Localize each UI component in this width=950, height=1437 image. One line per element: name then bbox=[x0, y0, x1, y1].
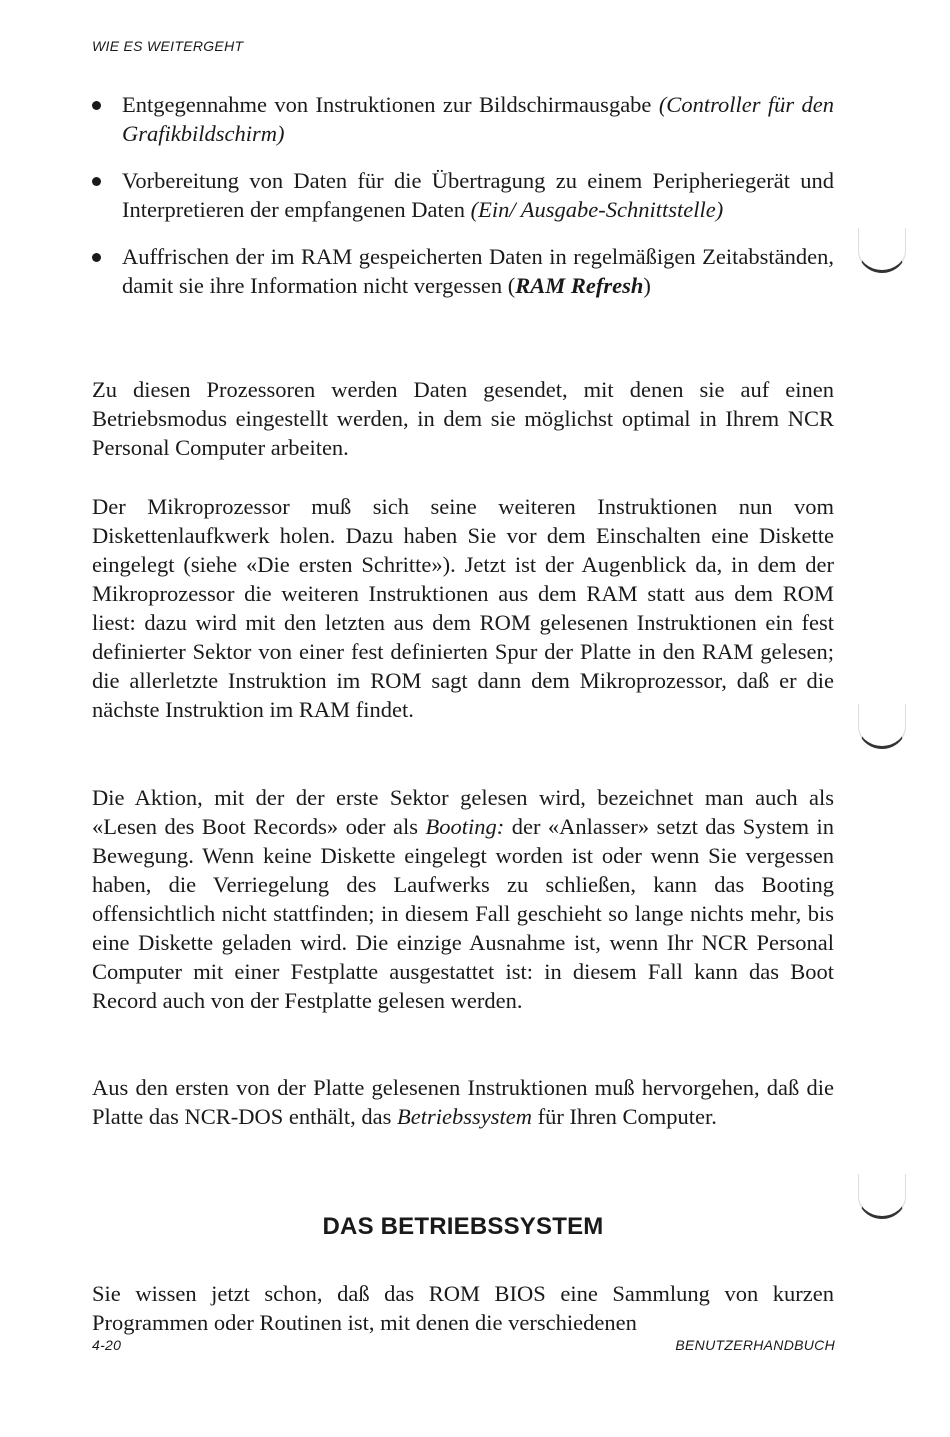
page-number: 4-20 bbox=[92, 1337, 122, 1353]
paragraph-microprocessor: Der Mikroprozessor muß sich seine weiteren Instruktionen nun vom Diskettenlaufkwerk holen. Dazu haben Sie vor dem Einschalten eine Diskette eingelegt (siehe «Die ersten Schritte»). Jetzt ist der Augenblick da, in dem der Mikroprozessor die weiteren Instruktionen aus dem RAM statt aus dem ROM liest: dazu wird mit den letzten aus dem ROM gelesenen Instruktionen ein fest definierter Sektor von einer fest definierten Spur der Platte in den RAM gelesen; die allerletzte Instruktion im ROM sagt dann dem Mikroprozessor, daß er die nächste Instruktion im RAM findet. bbox=[92, 494, 834, 722]
bullet-emphasis: (Controller für den Grafikbildschirm) bbox=[122, 92, 834, 146]
bullet-emphasis: RAM Refresh bbox=[515, 273, 644, 298]
running-head: WIE ES WEITERGEHT bbox=[92, 38, 244, 54]
bullet-text: Vorbereitung von Daten für die Übertragung zu einem Peripheriegerät und Interpretieren der empfangenen Daten bbox=[122, 168, 834, 222]
bullet-tail: ) bbox=[643, 273, 651, 298]
list-item bbox=[92, 166, 834, 224]
paragraph-text: der «Anlasser» setzt das System in Bewegung. Wenn keine Diskette eingelegt worden ist oder wenn Sie vergessen haben, die Verriegelung des Laufwerks zu schließen, kann das Booting offensichtlich nicht stattfinden; in diesem Fall geschieht so lange nichts mehr, bis eine Diskette geladen wird. Die einzige Ausnahme ist, wenn Ihr NCR Personal Computer mit einer Festplatte ausgestattet ist: in diesem Fall kann das Boot Record auch von der Festplatte gelesen werden. bbox=[92, 814, 834, 1013]
bullet-text: Entgegennahme von Instruktionen zur Bildschirmausgabe bbox=[122, 92, 659, 117]
paragraph-text: für Ihren Computer. bbox=[531, 1104, 717, 1129]
paragraph-rom-bios: Sie wissen jetzt schon, daß das ROM BIOS eine Sammlung von kurzen Programmen oder Routinen ist, mit denen die verschiedenen bbox=[92, 1281, 834, 1335]
paragraph-emphasis: Betriebssystem bbox=[396, 1104, 532, 1129]
bullet-icon bbox=[92, 253, 101, 262]
binder-hole-icon bbox=[858, 704, 906, 749]
paragraph-text: Aus den ersten von der Platte gelesenen Instruktionen muß hervorgehen, daß die Platte das NCR-DOS enthält, das bbox=[92, 1075, 834, 1129]
paragraph-booting bbox=[92, 783, 834, 1015]
paragraph-text: Die Aktion, mit der der erste Sektor gelesen wird, bezeichnet man auch als «Lesen des Boot Records» oder als bbox=[92, 785, 834, 839]
paragraph-processors: Zu diesen Prozessoren werden Daten gesendet, mit denen sie auf einen Betriebsmodus eingestellt werden, in dem sie möglichst optimal in Ihrem NCR Personal Computer arbeiten. bbox=[92, 377, 834, 460]
bullet-emphasis: (Ein/ Ausgabe-Schnittstelle) bbox=[470, 197, 724, 222]
bullet-icon bbox=[92, 177, 101, 186]
paragraph-ncr-dos bbox=[92, 1073, 834, 1131]
bullet-list bbox=[92, 90, 834, 318]
section-heading: DAS BETRIEBSSYSTEM bbox=[322, 1213, 604, 1240]
binder-hole-icon bbox=[858, 1174, 906, 1219]
book-title: BENUTZERHANDBUCH bbox=[675, 1337, 835, 1353]
paragraph-emphasis: Booting: bbox=[425, 814, 505, 839]
list-item bbox=[92, 90, 834, 148]
list-item bbox=[92, 242, 834, 300]
bullet-text: Auffrischen der im RAM gespeicherten Daten in regelmäßigen Zeitabständen, damit sie ihre Information nicht vergessen ( bbox=[122, 244, 834, 298]
binder-hole-icon bbox=[858, 228, 906, 273]
bullet-icon bbox=[92, 101, 101, 110]
